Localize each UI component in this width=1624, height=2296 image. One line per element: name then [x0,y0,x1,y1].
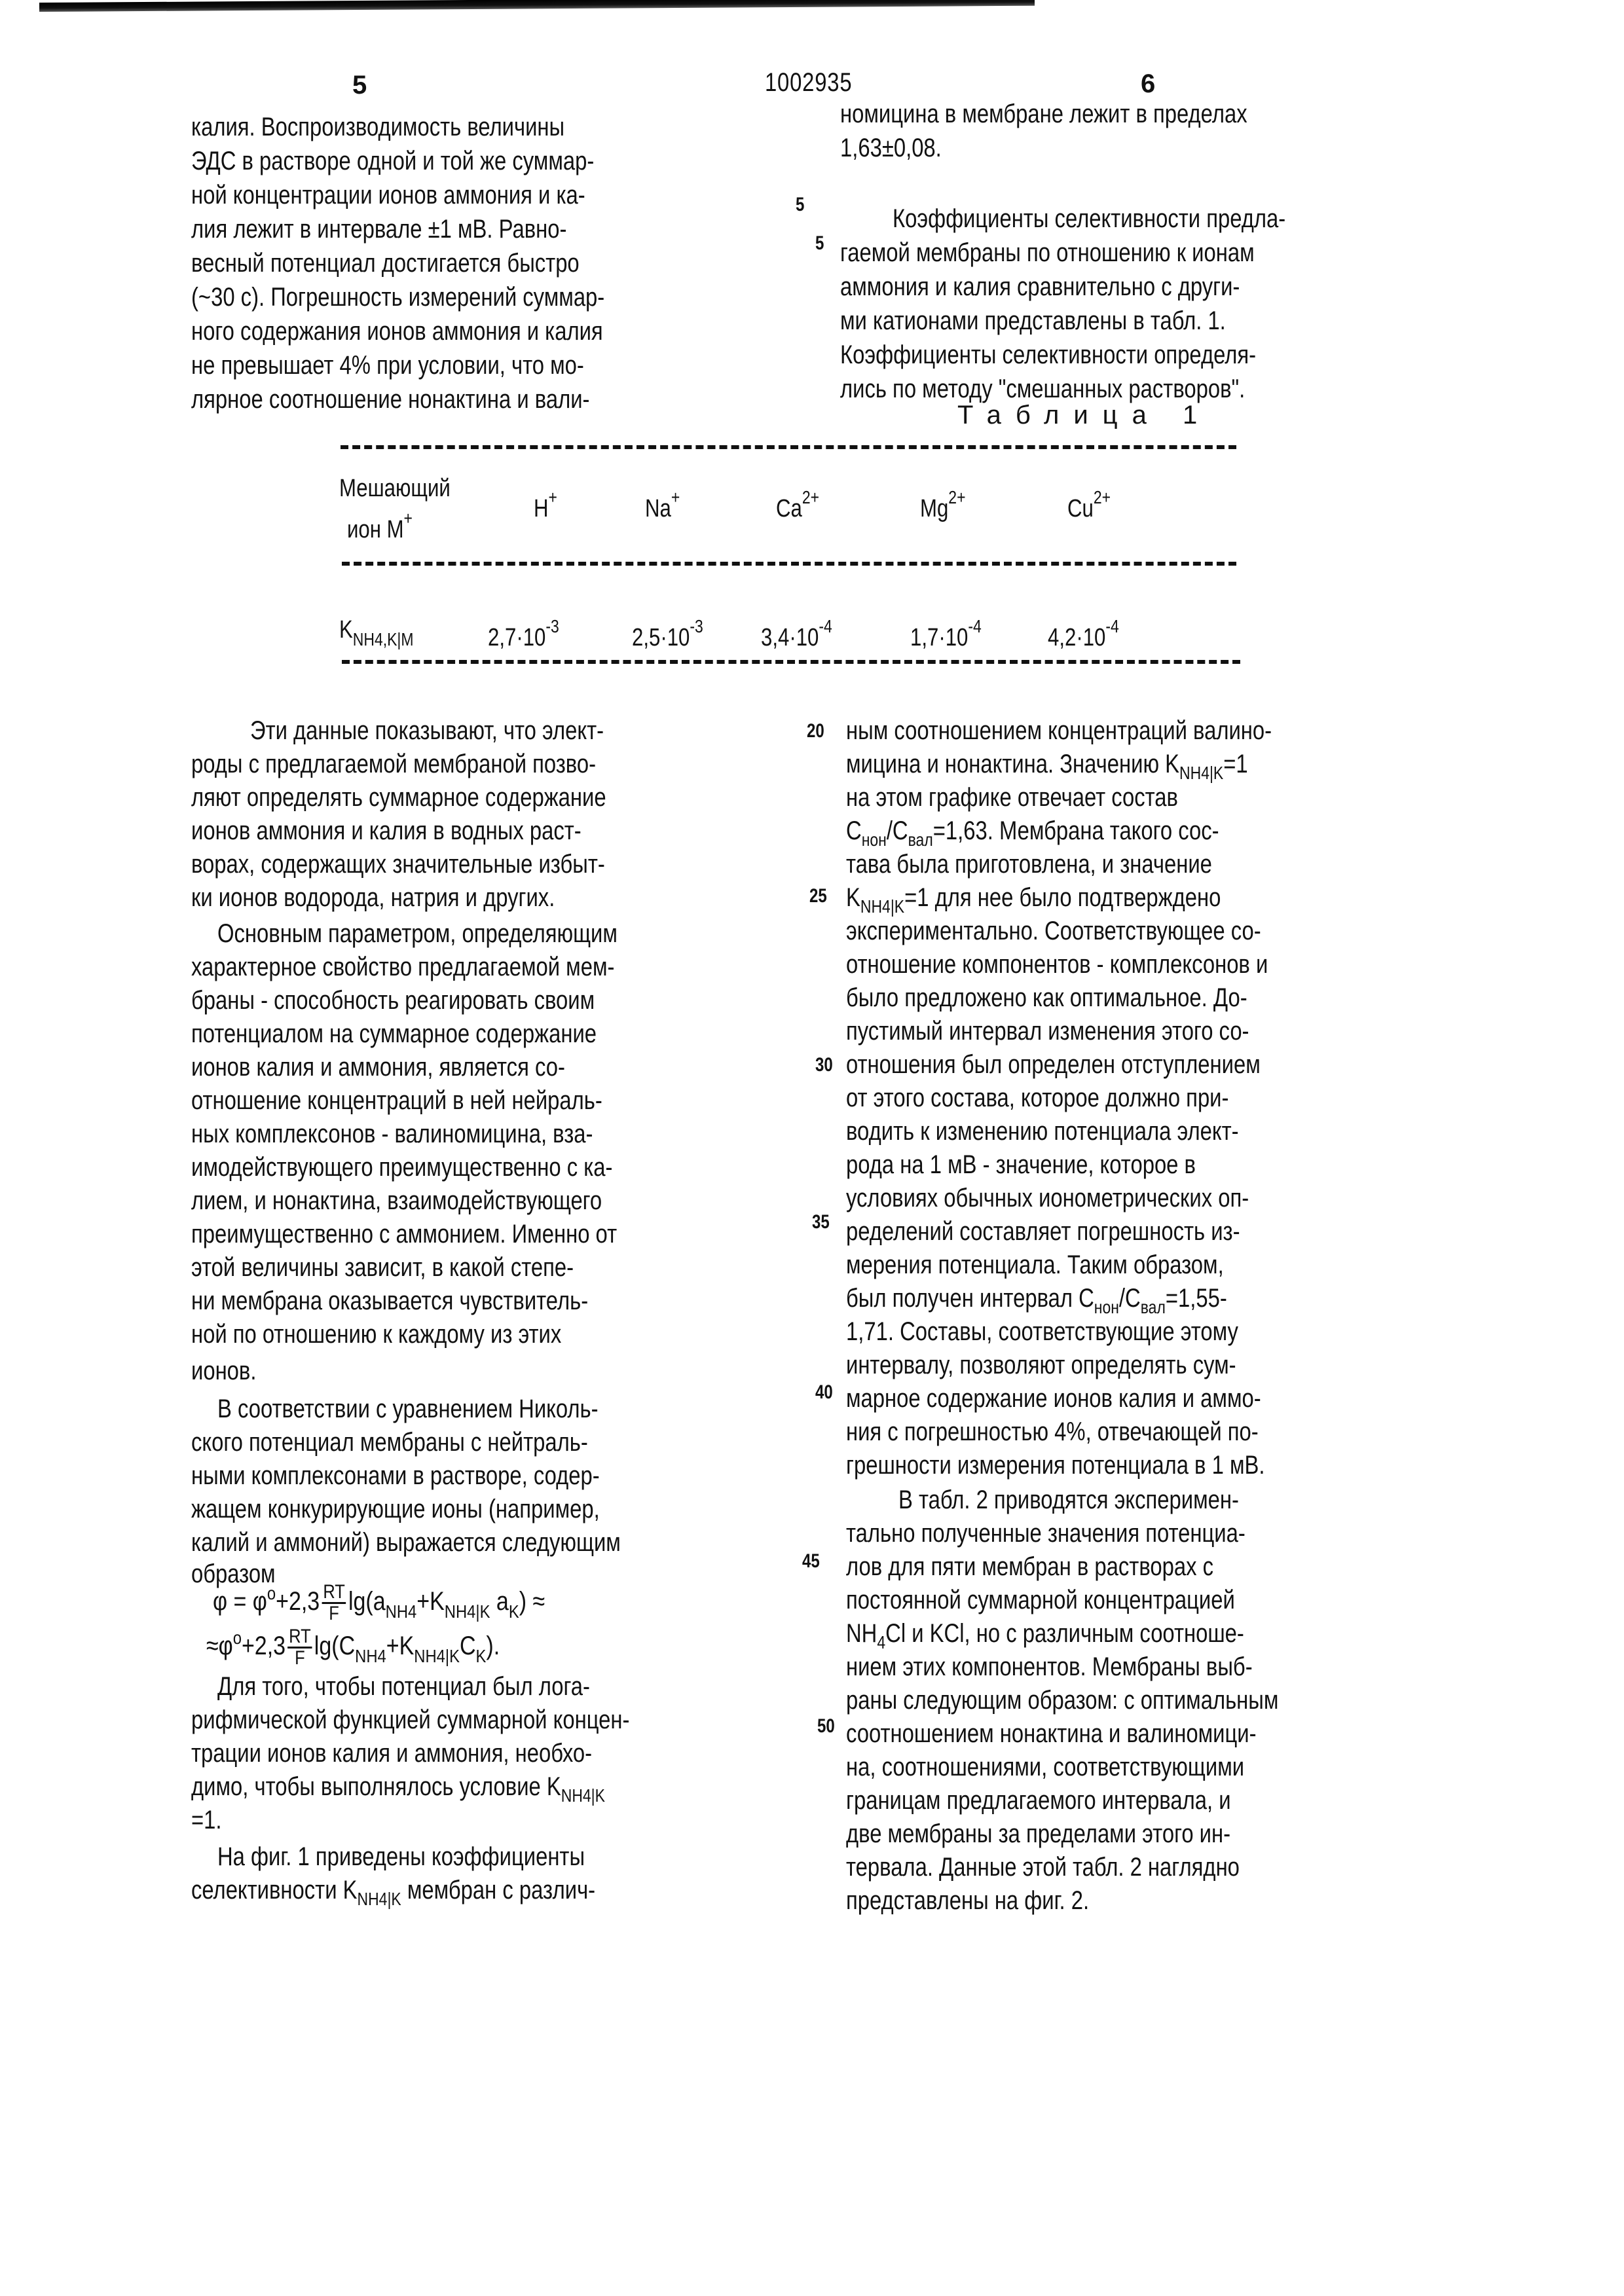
line-number: 30 [815,1054,833,1076]
text-line: две мембраны за пределами этого ин- [846,1819,1231,1848]
text-line: интервалу, позволяют определять сум- [846,1351,1236,1379]
line-number: 25 [809,885,827,907]
text-line: =1. [191,1806,222,1834]
text-line: гаемой мембраны по отношению к ионам [840,238,1255,267]
text-line: $C_{нон}/C_{вал}=1,63$. Мембрана такого сос- [846,816,1219,850]
text-line: В соответствии с уравнением Николь- [217,1394,599,1423]
text-line: отношение компонентов - комплексонов и [846,950,1268,979]
line-number: 20 [807,720,824,742]
text-line: границам предлагаемого интервала, и [846,1786,1231,1815]
text-line: рифмической функцией суммарной концен- [191,1705,630,1734]
text-line: тава была приготовлена, и значение [846,850,1212,879]
text-line: ными комплексонами в растворе, содер- [191,1461,600,1490]
table-title: Таблица 1 [957,401,1212,429]
text-line: Коэффициенты селективности предла- [893,204,1286,233]
text-line: Для того, чтобы потенциал был лога- [217,1672,590,1701]
text-line: не превышает 4% при условии, что мо- [191,351,584,380]
nikolsky-equation-line-2: $\approx\varphi^o+2,3$ $\frac{RT}{F}$ $\lg(C_{NH4}+K_{NH4|K}C_K)$. [206,1625,500,1669]
text-line: характерное свойство предлагаемой мем- [191,953,615,981]
text-line: ни мембрана оказывается чувствитель- [191,1286,589,1315]
text-line: мицина и нонактина. Значению $K_{NH4|K}=1$ [846,750,1248,783]
text-line: ми катионами представлены в табл. 1. [840,306,1226,335]
text-line: ки ионов водорода, натрия и других. [191,883,555,912]
page-number-right: 6 [1141,69,1156,98]
text-line: 1,63±0,08. [840,134,942,162]
text-line: браны - способность реагировать своим [191,986,595,1015]
text-line: этой величины зависит, в какой степе- [191,1253,574,1282]
text-line: потенциалом на суммарное содержание [191,1019,597,1048]
table-cell-value: $1,7\cdot 10^{-4}$ [910,616,982,651]
line-number: 5 [815,232,824,254]
text-line: было предложено как оптимальное. До- [846,983,1247,1012]
text-line: лись по методу "смешанных растворов". [840,374,1246,403]
table-cell-value: $2,5\cdot 10^{-3}$ [632,616,703,651]
line-number: 5 [796,194,805,215]
text-line: был получен интервал $C_{нон}/C_{вал}=1,55-$ [846,1284,1227,1317]
text-line: образом [191,1559,276,1588]
fraction-rt-f: $\frac{RT}{F}$ [289,1625,311,1669]
text-line: постоянной суммарной концентрацией [846,1586,1235,1614]
text-line: экспериментально. Соответствующее со- [846,917,1261,945]
ion-header: $Cu^{2+}$ [1067,487,1111,522]
text-line: (~30 с). Погрешность измерений суммар- [191,283,605,312]
text-line: димо, чтобы выполнялось условие $K_{NH4|K}$ [191,1772,605,1806]
text-line: $NH_4Cl$ и KCl, но с различным соотноше- [846,1619,1244,1652]
text-line: отношение концентраций в ней нейраль- [191,1086,602,1115]
text-line: лием, и нонактина, взаимодействующего [191,1186,602,1215]
coef-label: $K_{NH4,K|M}$ [339,616,414,649]
nikolsky-equation-line-1: $\varphi = \varphi^o+2,3$ $\frac{RT}{F}$ $\lg(a_{NH4}+K_{NH4|K}$ $a_K$) ≈ [213,1580,545,1624]
text-line: раны следующим образом: с оптимальным [846,1686,1279,1715]
page-number-left: 5 [352,71,367,100]
text-line: ной по отношению к каждому из этих [191,1320,562,1349]
line-number: 40 [815,1381,833,1403]
text-line: лов для пяти мембран в растворах с [846,1552,1214,1581]
text-line: тально полученные значения потенциа- [846,1519,1246,1548]
text-line: ляют определять суммарное содержание [191,783,606,812]
text-line: ных комплексонов - валиномицина, вза- [191,1120,593,1148]
text-line: селективности $K_{NH4|K}$ мембран с различ- [191,1876,596,1909]
table-rule-bottom [342,660,1240,664]
text-line: лия лежит в интервале ±1 мВ. Равно- [191,215,567,244]
text-line: трации ионов калия и аммония, необхо- [191,1739,593,1768]
text-line: 1,71. Составы, соответствующие этому [846,1317,1238,1346]
text-line: ионов калия и аммония, является со- [191,1053,565,1082]
text-line: ЭДС в растворе одной и той же суммар- [191,147,595,175]
text-line: роды с предлагаемой мембраной позво- [191,750,597,778]
ion-header: $Mg^{2+}$ [920,487,966,522]
text-line: водить к изменению потенциала элект- [846,1117,1239,1146]
text-line: жащем конкурирующие ионы (например, [191,1495,600,1523]
text-line: ния с погрешностью 4%, отвечающей по- [846,1417,1259,1446]
text-line: ределений составляет погрешность из- [846,1217,1240,1246]
text-line: ионов аммония и калия в водных раст- [191,816,581,845]
text-line: представлены на фиг. 2. [846,1886,1090,1915]
text-line: имодействующего преимущественно с ка- [191,1153,613,1182]
text-line: нием этих компонентов. Мембраны выб- [846,1652,1253,1681]
text-line: весный потенциал достигается быстро [191,249,580,278]
text-line: На фиг. 1 приведены коэффициенты [217,1842,585,1871]
text-line: от этого состава, которое должно при- [846,1084,1229,1112]
text-line: ным соотношением концентраций валино- [846,716,1272,745]
text-line: грешности измерения потенциала в 1 мВ. [846,1451,1265,1480]
text-line: Коэффициенты селективности определя- [840,340,1257,369]
text-line: Основным параметром, определяющим [217,919,618,948]
text-line: ной концентрации ионов аммония и ка- [191,181,585,210]
text-line: Эти данные показывают, что элект- [250,716,604,745]
line-number: 50 [817,1715,835,1737]
table-row-header-label-2: ион M+ [347,508,413,543]
text-line: пустимый интервал изменения этого со- [846,1017,1249,1046]
text-line: на этом графике отвечает состав [846,783,1178,812]
text-line: марное содержание ионов калия и аммо- [846,1384,1261,1413]
text-line: ного содержания ионов аммония и калия [191,317,603,346]
table-cell-value: $4,2\cdot 10^{-4}$ [1048,616,1119,651]
ion-header: H+ [534,487,557,522]
line-number: 35 [812,1211,830,1233]
fraction-rt-f: $\frac{RT}{F}$ [323,1580,345,1624]
text-line: условиях обычных ионометрических оп- [846,1184,1249,1212]
text-line: тервала. Данные этой табл. 2 наглядно [846,1853,1240,1882]
text-line: номицина в мембране лежит в пределах [840,100,1247,128]
text-line: ионов. [191,1357,257,1385]
text-line: преимущественно с аммонием. Именно от [191,1220,618,1248]
text-line: аммония и калия сравнительно с други- [840,272,1240,301]
patent-number: 1002935 [765,68,853,97]
ion-header: $Ca^{2+}$ [776,487,820,522]
text-line: рода на 1 мВ - значение, которое в [846,1150,1196,1179]
text-line: В табл. 2 приводятся эксперимен- [898,1485,1239,1514]
text-line: калия. Воспроизводимость величины [191,113,565,141]
table-cell-value: $2,7\cdot 10^{-3}$ [488,616,559,651]
table-row-header-label: Мешающий [339,475,451,502]
text-line: на, соотношениями, соответствующими [846,1753,1245,1781]
text-line: $K_{NH4|K}=1$ для нее было подтверждено [846,883,1221,917]
text-line: ского потенциал мембраны с нейтраль- [191,1428,588,1457]
text-line: мерения потенциала. Таким образом, [846,1250,1224,1279]
scan-edge-bar [39,0,1035,12]
text-line: калий и аммоний) выражается следующим [191,1528,621,1557]
text-line: соотношением нонактина и валиномици- [846,1719,1257,1748]
ion-header: Na+ [645,487,680,522]
table-cell-value: $3,4\cdot 10^{-4}$ [761,616,832,651]
text-line: ворах, содержащих значительные избыт- [191,850,605,879]
text-line: лярное соотношение нонактина и вали- [191,385,590,414]
text-line: отношения был определен отступлением [846,1050,1261,1079]
table-rule-middle [342,562,1236,566]
table-rule-top [341,445,1236,449]
line-number: 45 [802,1550,820,1572]
